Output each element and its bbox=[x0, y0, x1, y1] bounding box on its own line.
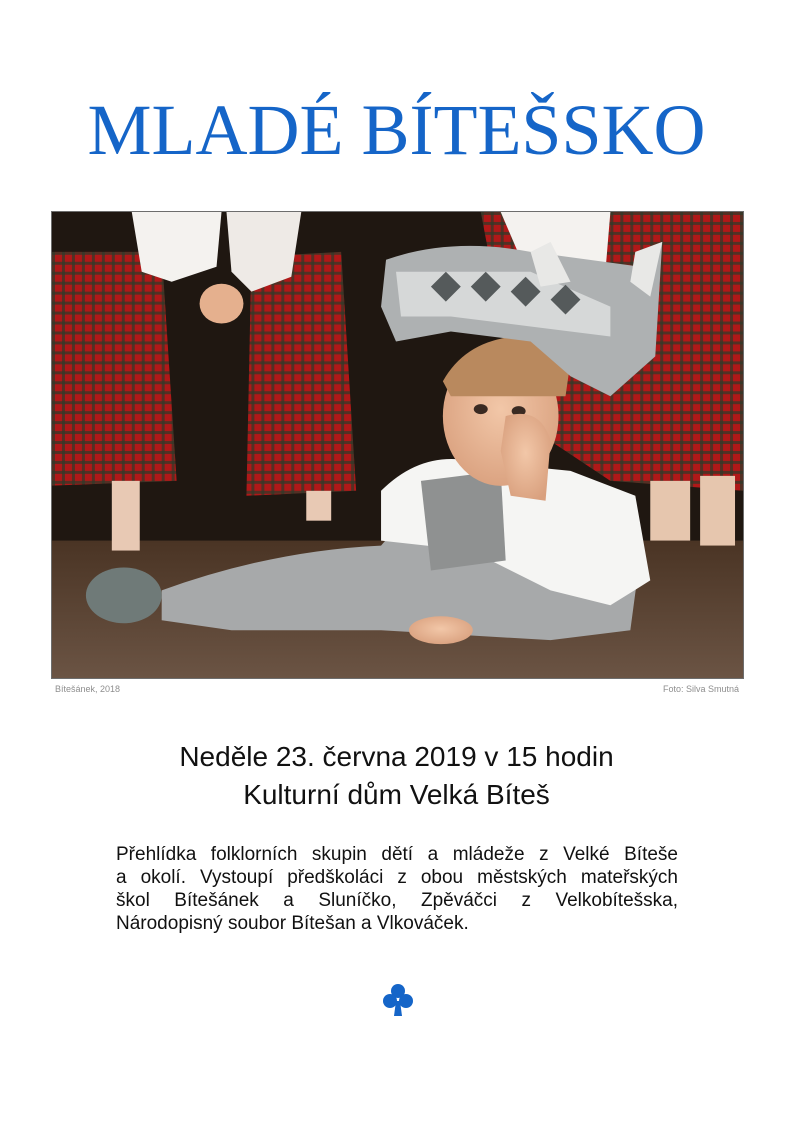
page-title: MLADÉ BÍTEŠSKO bbox=[87, 90, 706, 170]
event-photo bbox=[51, 211, 744, 679]
event-venue: Kulturní dům Velká Bíteš bbox=[243, 779, 550, 810]
description-line: škol Bítešánek a Sluníčko, Zpěváčci z Velkobítešska, bbox=[116, 890, 678, 911]
description-line: a okolí. Vystoupí předškoláci z obou městských mateřských bbox=[116, 867, 678, 888]
photo-credit: Foto: Silva Smutná bbox=[662, 684, 739, 694]
club-icon bbox=[382, 983, 414, 1017]
event-date: Neděle 23. června 2019 v 15 hodin bbox=[179, 741, 614, 772]
description-line: Národopisný soubor Bítešan a Vlkováček. bbox=[116, 913, 469, 934]
photo-caption: Bítešánek, 2018 bbox=[55, 684, 121, 694]
event-description bbox=[116, 843, 678, 935]
description-line: Přehlídka folklorních skupin dětí a mládeže z Velké Bíteše bbox=[116, 844, 678, 865]
